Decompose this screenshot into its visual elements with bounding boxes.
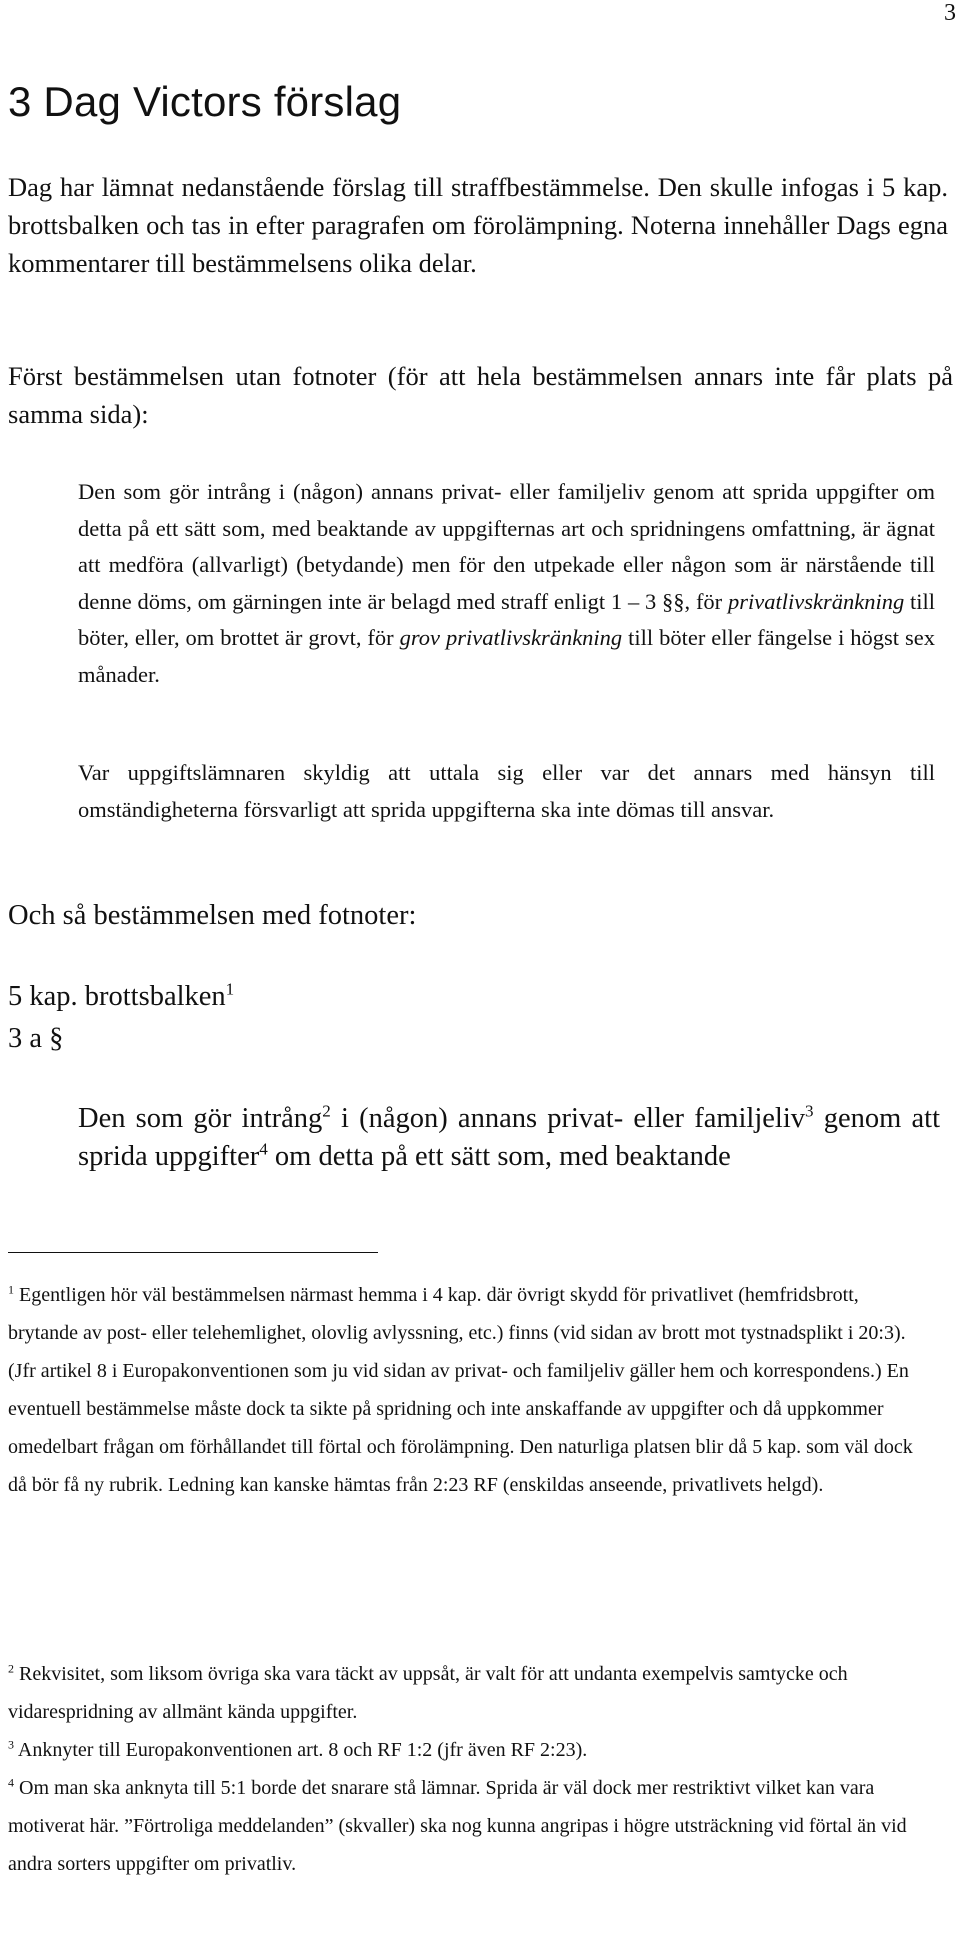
footnote-number-1: 1	[8, 1282, 14, 1297]
footnoted-provision	[78, 1100, 940, 1176]
section-reference: 3 a §	[8, 1023, 64, 1054]
footnote-marker-3: 3	[805, 1101, 814, 1121]
intro-paragraph: Dag har lämnat nedanstående förslag till straffbestämmelse. Den skulle infogas i 5 kap. brottsbalken och tas in efter paragrafen om förolämpning. Noterna innehåller Dags egna kommentarer till bestämmelsens olika delar.	[8, 172, 948, 278]
footnote-3	[8, 1731, 918, 1769]
page-number: 3	[944, 0, 956, 26]
quoted-provision-paragraph-2: Var uppgiftslämnaren skyldig att uttala sig eller var det annars med hänsyn till omständigheterna försvarligt att sprida uppgifterna ska inte dömas till ansvar.	[78, 760, 935, 822]
chapter-reference	[8, 978, 908, 1016]
footnote-number-2: 2	[8, 1661, 14, 1676]
footnote-2	[8, 1655, 918, 1731]
footnote-separator	[8, 1252, 378, 1253]
footnote-marker-2: 2	[322, 1101, 331, 1121]
footnote-number-4: 4	[8, 1775, 14, 1790]
first-paragraph: Först bestämmelsen utan fotnoter (för att hela bestämmelsen annars inte får plats på samma sida):	[8, 361, 953, 429]
footnote-number-3: 3	[8, 1737, 14, 1752]
quote1-italic-term: privatlivskränkning	[727, 588, 905, 614]
footnoted-text-2: i (någon) annans privat- eller familjeliv	[330, 1103, 806, 1134]
second-lead: Och så bestämmelsen med fotnoter:	[8, 900, 417, 931]
footnote-4	[8, 1769, 918, 1883]
quote1-text-c: till böter eller fängelse i högst sex månader.	[78, 625, 935, 687]
footnoted-text-3: genom att sprida uppgifter	[78, 1103, 940, 1172]
quoted-provision-paragraph-1	[78, 474, 935, 693]
footnoted-text-1: Den som gör intrång	[78, 1103, 323, 1134]
footnote-marker-4: 4	[259, 1139, 268, 1159]
quote1-text-a: Den som gör intrång i (någon) annans privat- eller familjeliv genom att sprida uppgifter om detta på ett sätt som, med beaktande av uppgifternas art och spridningens omfattning, är ägnat att medföra (allvarligt) (betydande) men för den utpekade eller någon som är närstående till denne döms, om gärningen inte är belagd med straff enligt 1 – 3 §§, för	[78, 479, 935, 614]
footnote-text-4: Om man ska anknyta till 5:1 borde det snarare stå lämnar. Sprida är väl dock mer restriktivt vilket kan vara motiverat här. ”Förtroliga meddelanden” (skvaller) ska nog kunna angripas i högre utsträckning vid förtal än vid andra sorters uppgifter om privatliv.	[8, 1777, 907, 1875]
page-title: 3 Dag Victors förslag	[8, 78, 402, 125]
footnote-text-3: Anknyter till Europakonventionen art. 8 och RF 1:2 (jfr även RF 2:23).	[17, 1739, 588, 1761]
footnoted-text-4: om detta på ett sätt som, med beaktande	[267, 1141, 731, 1172]
chapter-reference-text: 5 kap. brottsbalken	[8, 981, 226, 1012]
footnote-text-2: Rekvisitet, som liksom övriga ska vara täckt av uppsåt, är valt för att undanta exempelvis samtycke och vidarespridning av allmänt kända uppgifter.	[8, 1663, 848, 1723]
quote1-italic-term-grov: grov privatlivskränkning	[399, 625, 623, 650]
footnote-1	[8, 1276, 918, 1504]
footnote-marker-1: 1	[225, 979, 235, 999]
quote1-text-b: till böter, eller, om brottet är grovt, för	[78, 588, 935, 650]
footnote-text-1: Egentligen hör väl bestämmelsen närmast hemma i 4 kap. där övrigt skydd för privatlivet (hemfridsbrott, brytande av post- eller telehemlighet, olovlig avlyssning, etc.) finns (vid sidan av brott mot tystnadsplikt i 20:3). (Jfr artikel 8 i Europakonventionen som ju vid sidan av privat- och familjeliv gäller hem och korrespondens.) En eventuell bestämmelse måste dock ta sikte på spridning och inte anskaffande av uppgifter och då uppkommer omedelbart frågan om förhållandet till förtal och förolämpning. Den naturliga platsen blir då 5 kap. som väl dock då bör få ny rubrik. Ledning kan kanske hämtas från 2:23 RF (enskildas anseende, privatlivets helgd).	[8, 1284, 913, 1496]
